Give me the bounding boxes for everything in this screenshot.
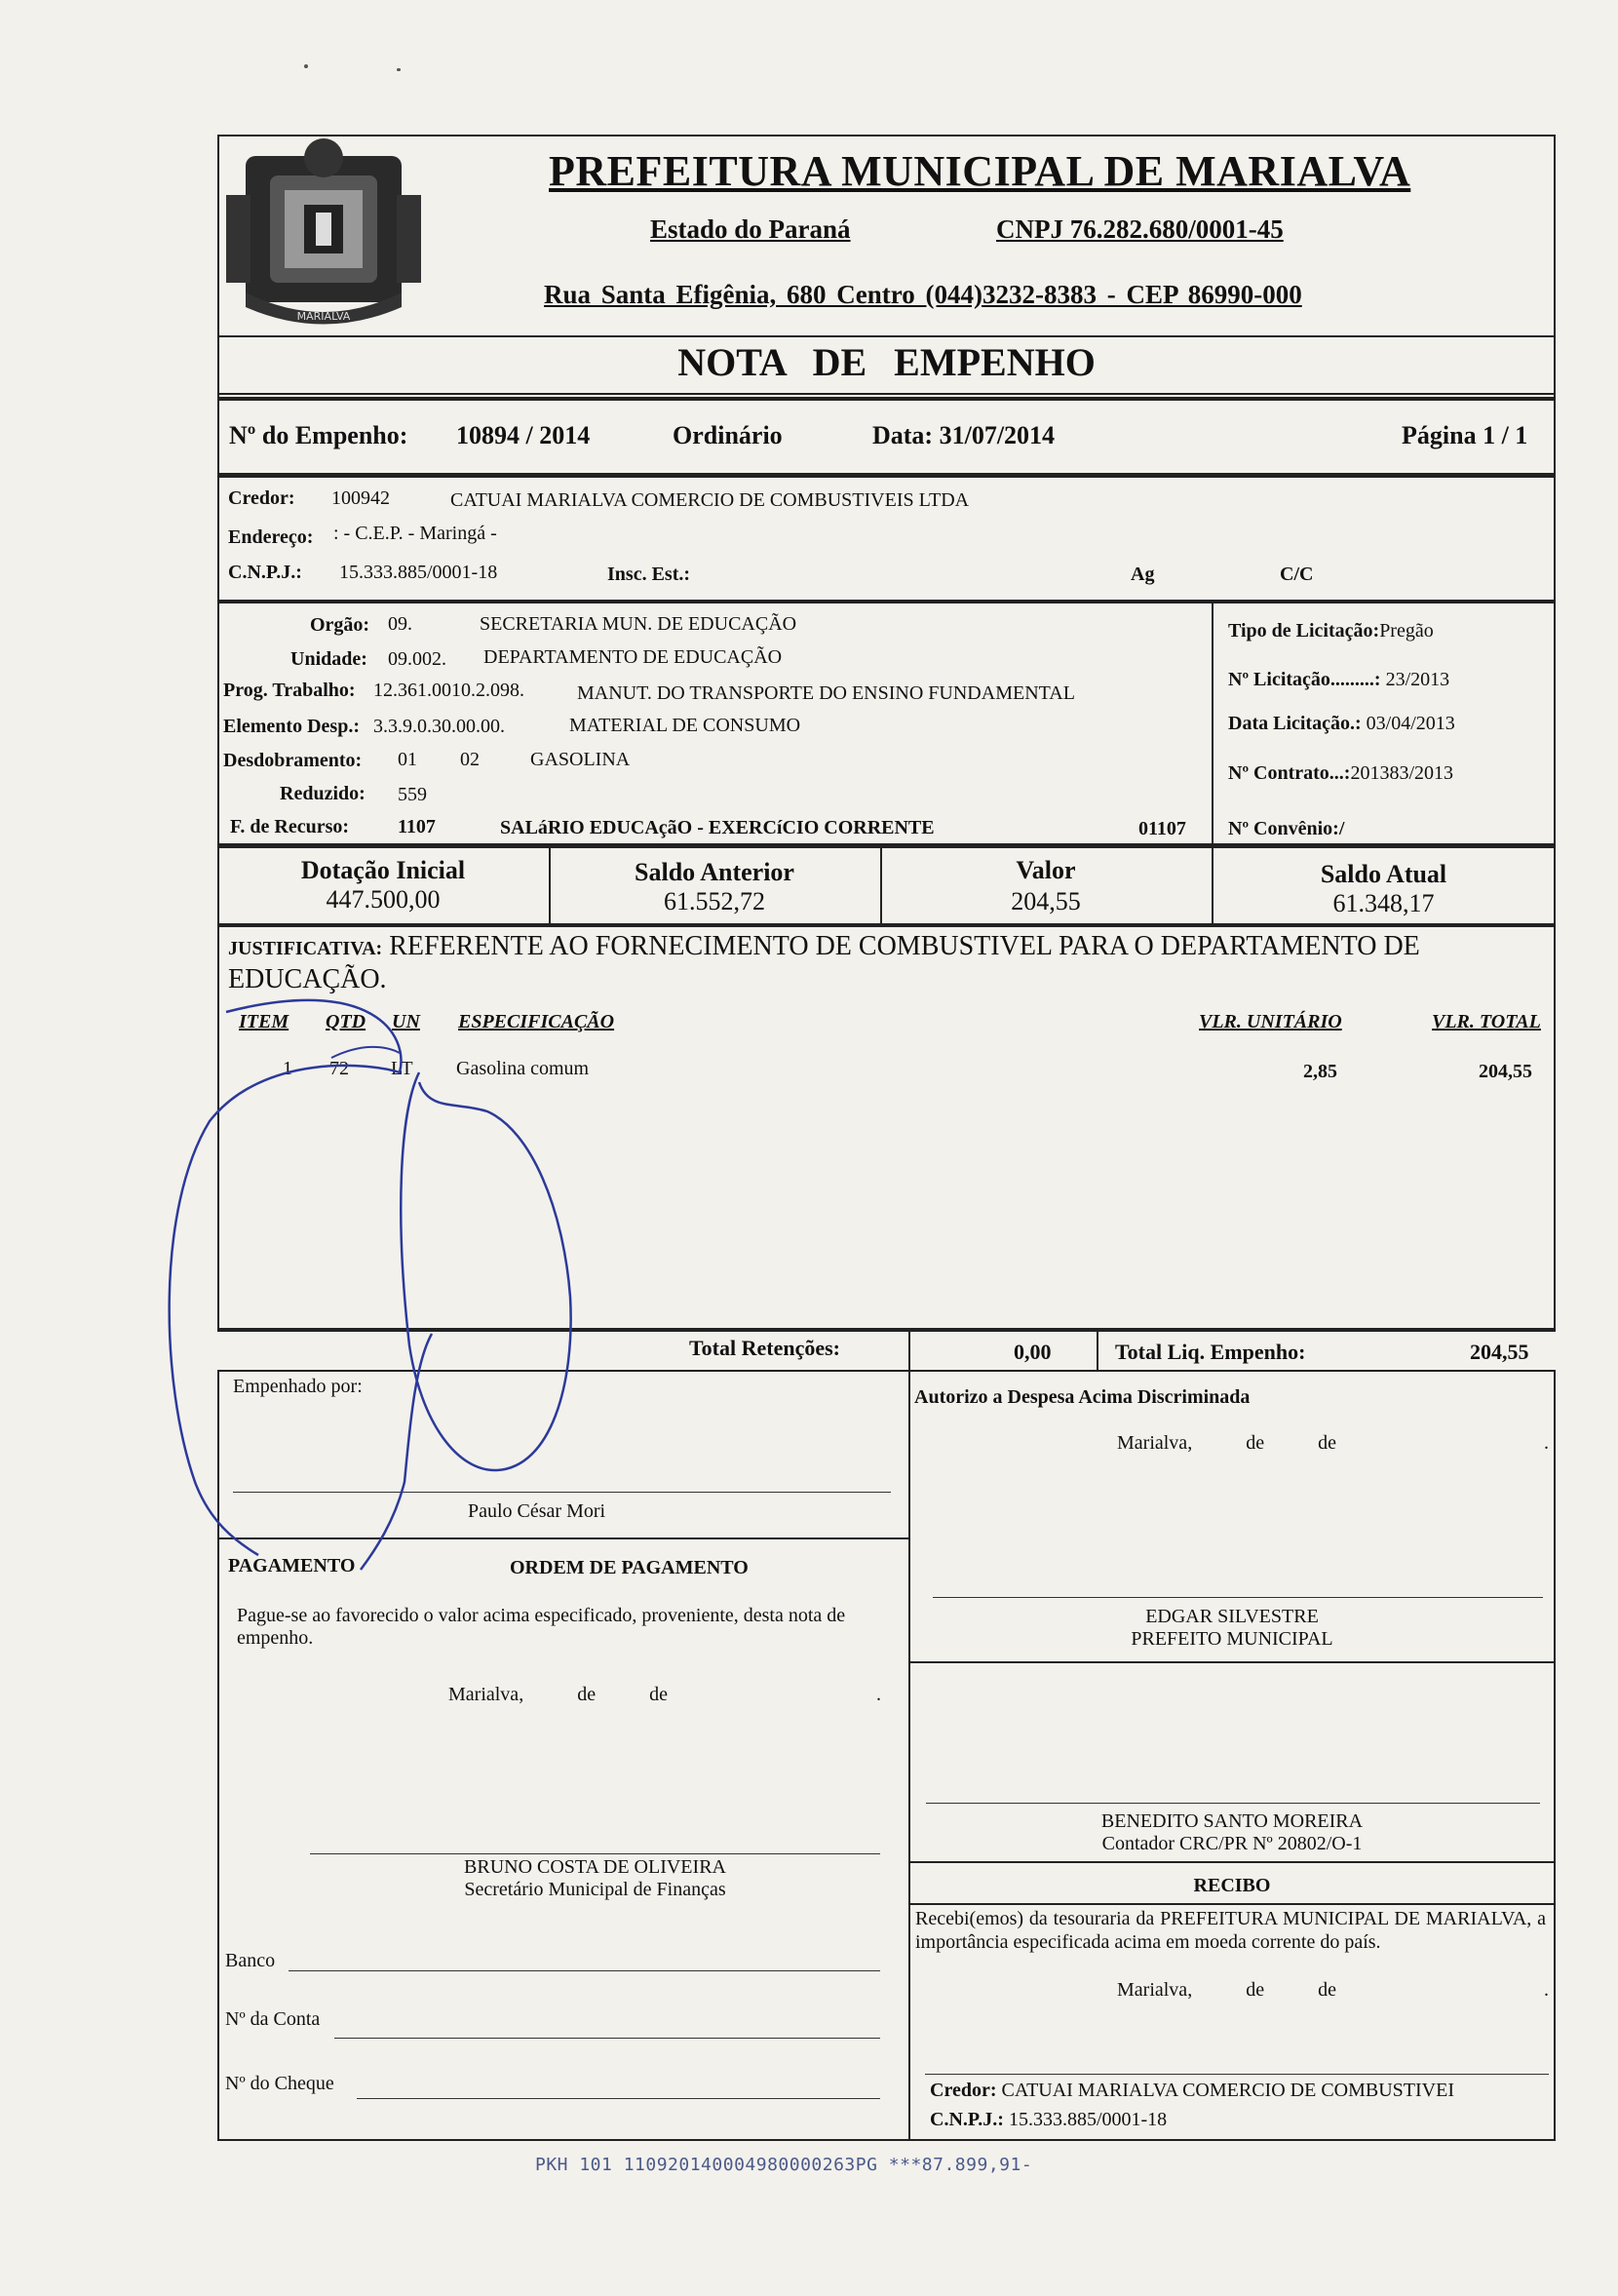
empenho-page: Página 1 / 1 [1402, 421, 1528, 449]
state-registration-label: Insc. Est.: [607, 564, 691, 585]
row-qty: 72 [329, 1058, 349, 1079]
address-label: Rua Santa Efigênia, 680 Centro (044)3232-8383 - CEP 86990-000 [544, 280, 1302, 309]
mayor-name: EDGAR SILVESTRE [1145, 1606, 1319, 1627]
net-total-value: 204,55 [1470, 1340, 1529, 1364]
cnpj-label: CNPJ 76.282.680/0001-45 [996, 214, 1284, 244]
empenho-type: Ordinário [673, 421, 783, 449]
organ-code: 09. [388, 613, 412, 635]
bank-label: Banco [225, 1950, 276, 1971]
accountant-name: BENEDITO SANTO MOREIRA [1100, 1810, 1364, 1832]
cnpj-field-label: C.N.P.J.: [228, 562, 302, 583]
initial-allocation-label: Dotação Inicial [300, 856, 466, 884]
breakdown-code-2: 02 [460, 749, 480, 770]
account-label: C/C [1280, 564, 1314, 585]
breakdown-code-1: 01 [398, 749, 417, 770]
receipt-creditor-name: CATUAI MARIALVA COMERCIO DE COMBUSTIVEI [1001, 2080, 1454, 2101]
resource-code-right: 01107 [1138, 818, 1186, 839]
unit-code: 09.002. [388, 648, 446, 670]
col-total: VLR. TOTAL [1432, 1011, 1541, 1032]
current-balance-value: 61.348,17 [1332, 889, 1435, 917]
element-code: 3.3.9.0.30.00.00. [373, 716, 505, 737]
organ-label: Orgão: [310, 614, 370, 636]
program-name: MANUT. DO TRANSPORTE DO ENSINO FUNDAMENTAL [577, 682, 1075, 704]
authorization-place: Marialva, de de [1117, 1432, 1336, 1454]
justification-label: JUSTIFICATIVA: [228, 938, 383, 959]
initial-allocation-value: 447.500,00 [326, 885, 441, 914]
row-total: 204,55 [1479, 1061, 1532, 1082]
bid-type-label: Tipo de Licitação: [1228, 620, 1380, 642]
retentions-value: 0,00 [1014, 1340, 1052, 1364]
organ-name: SECRETARIA MUN. DE EDUCAÇÃO [480, 613, 797, 635]
col-item: ITEM [239, 1011, 289, 1032]
unit-name: DEPARTAMENTO DE EDUCAÇÃO [483, 646, 783, 668]
authorization-place-dot: . [1544, 1432, 1549, 1454]
payment-order-text: Pague-se ao favorecido o valor acima especificado, proveniente, desta nota de empenho. [237, 1605, 846, 1649]
previous-balance-label: Saldo Anterior [635, 858, 794, 886]
empenho-number: 10894 / 2014 [456, 421, 591, 449]
retentions-label: Total Retenções: [689, 1336, 840, 1360]
payment-place-dot: . [876, 1684, 881, 1705]
row-unit-price: 2,85 [1303, 1061, 1337, 1082]
finance-secretary-title: Secretário Municipal de Finanças [464, 1879, 726, 1900]
creditor-label: Credor: [228, 487, 295, 509]
bid-date-value: 03/04/2013 [1366, 713, 1455, 734]
amount-value: 204,55 [1011, 887, 1081, 915]
resource-name: SALáRIO EDUCAçãO - EXERCíCIO CORRENTE [500, 817, 935, 838]
contract-label: Nº Contrato...: [1228, 762, 1351, 784]
creditor-cnpj: 15.333.885/0001-18 [339, 562, 498, 583]
empenho-date: Data: 31/07/2014 [872, 421, 1056, 449]
resource-code: 1107 [398, 816, 436, 837]
empenho-number-label: Nº do Empenho: [229, 421, 408, 449]
check-number-label: Nº do Cheque [225, 2073, 334, 2094]
receipt-text: Recebi(emos) da tesouraria da PREFEITURA MUNICIPAL DE MARIALVA, a importância especificada acima em moeda corrente do país. [915, 1908, 1546, 1953]
col-unit-price: VLR. UNITÁRIO [1199, 1011, 1342, 1032]
bid-type-value: Pregão [1379, 620, 1434, 642]
agency-label: Ag [1131, 564, 1155, 585]
previous-balance-value: 61.552,72 [664, 887, 765, 915]
reduced-code: 559 [398, 784, 427, 805]
receipt-title: RECIBO [1193, 1875, 1271, 1896]
committed-by-label: Empenhado por: [233, 1376, 363, 1397]
row-unit: LT [391, 1058, 413, 1079]
bid-number-label: Nº Licitação.........: [1228, 669, 1386, 690]
col-qty: QTD [326, 1011, 366, 1032]
row-spec: Gasolina comum [456, 1058, 590, 1079]
account-number-label: Nº da Conta [225, 2008, 321, 2030]
payment-place: Marialva, de de [448, 1684, 668, 1705]
unit-label: Unidade: [290, 648, 367, 670]
breakdown-name: GASOLINA [530, 749, 631, 770]
bid-number-value: 23/2013 [1385, 669, 1450, 690]
creditor-name: CATUAI MARIALVA COMERCIO DE COMBUSTIVEIS LTDA [450, 489, 970, 511]
svg-text:MARIALVA: MARIALVA [296, 310, 351, 323]
program-code: 12.361.0010.2.098. [373, 680, 524, 701]
state-label: Estado do Paraná [650, 214, 851, 244]
program-label: Prog. Trabalho: [223, 680, 356, 701]
document-title: NOTA DE EMPENHO [677, 340, 1096, 384]
reduced-label: Reduzido: [280, 783, 366, 804]
row-item: 1 [283, 1058, 292, 1079]
creditor-address: : - C.E.P. - Maringá - [333, 523, 497, 544]
finance-secretary-name: BRUNO COSTA DE OLIVEIRA [464, 1856, 726, 1878]
element-label: Elemento Desp.: [223, 716, 360, 737]
resource-label: F. de Recurso: [230, 816, 350, 837]
current-balance-label: Saldo Atual [1320, 860, 1447, 888]
footer-code: PKH 101 110920140004980000263PG ***87.899,91- [535, 2155, 1033, 2175]
breakdown-label: Desdobramento: [223, 750, 363, 771]
accountant-title: Contador CRC/PR Nº 20802/O-1 [1101, 1833, 1363, 1854]
col-unit: UN [392, 1011, 420, 1032]
mayor-title: PREFEITO MUNICIPAL [1131, 1628, 1333, 1650]
receipt-place-dot: . [1544, 1979, 1549, 2001]
address-field-label: Endereço: [228, 526, 314, 548]
authorization-label: Autorizo a Despesa Acima Discriminada [914, 1386, 1251, 1408]
agreement-label: Nº Convênio:/ [1228, 818, 1345, 839]
net-total-label: Total Liq. Empenho: [1115, 1340, 1306, 1364]
amount-label: Valor [1016, 856, 1076, 884]
committed-by-name: Paulo César Mori [468, 1500, 606, 1522]
receipt-cnpj-value: 15.333.885/0001-18 [1008, 2109, 1168, 2130]
receipt-cnpj-label: C.N.P.J.: [930, 2109, 1004, 2130]
bid-date-label: Data Licitação.: [1228, 713, 1367, 734]
receipt-place: Marialva, de de [1117, 1979, 1336, 2001]
col-spec: ESPECIFICAÇÃO [458, 1011, 615, 1032]
payment-section-label: PAGAMENTO [228, 1555, 356, 1576]
municipality-title: PREFEITURA MUNICIPAL DE MARIALVA [549, 147, 1411, 195]
receipt-creditor-label: Credor: [930, 2080, 997, 2101]
justification-text: REFERENTE AO FORNECIMENTO DE COMBUSTIVEL PARA O DEPARTAMENTO DE EDUCAÇÃO. [228, 931, 1420, 994]
payment-order-title: ORDEM DE PAGAMENTO [510, 1557, 749, 1578]
contract-value: 201383/2013 [1350, 762, 1454, 784]
element-name: MATERIAL DE CONSUMO [569, 715, 801, 736]
creditor-code: 100942 [331, 487, 390, 509]
